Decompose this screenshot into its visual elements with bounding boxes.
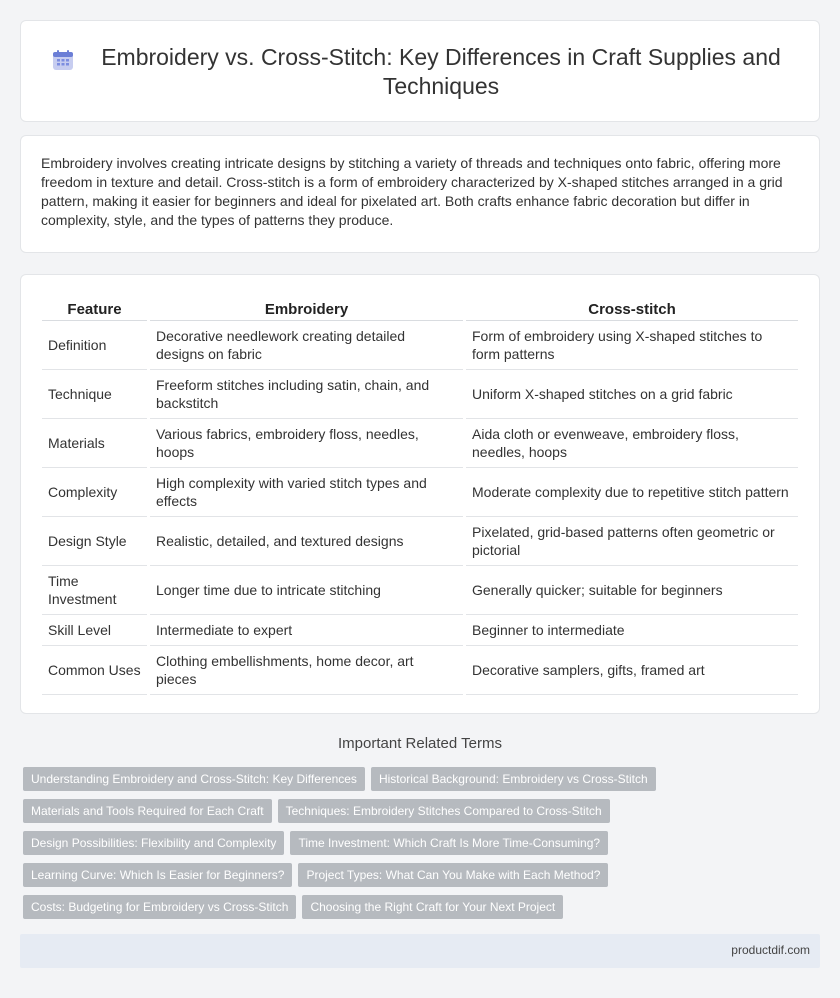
cross-stitch-cell: Form of embroidery using X-shaped stitches to form patterns [466,321,798,370]
footer-site-link[interactable]: productdif.com [731,943,810,957]
cross-stitch-cell: Aida cloth or evenweave, embroidery floss, needles, hoops [466,419,798,468]
header-feature: Feature [42,295,147,321]
header-cross-stitch: Cross-stitch [466,295,798,321]
embroidery-cell: Intermediate to expert [150,615,463,646]
cross-stitch-cell: Generally quicker; suitable for beginners [466,566,798,615]
cross-stitch-cell: Decorative samplers, gifts, framed art [466,646,798,695]
related-term-tag[interactable]: Materials and Tools Required for Each Craft [23,799,272,823]
header-embroidery: Embroidery [150,295,463,321]
feature-cell: Common Uses [42,646,147,695]
related-term-tag[interactable]: Historical Background: Embroidery vs Cross-Stitch [371,767,656,791]
related-terms-list [23,767,813,919]
table-row [42,468,798,517]
related-term-tag[interactable]: Techniques: Embroidery Stitches Compared to Cross-Stitch [278,799,610,823]
page-title: Embroidery vs. Cross-Stitch: Key Differences in Craft Supplies and Techniques [101,44,781,99]
embroidery-cell: Freeform stitches including satin, chain, and backstitch [150,370,463,419]
feature-cell: Skill Level [42,615,147,646]
table-row [42,566,798,615]
feature-cell: Materials [42,419,147,468]
feature-cell: Definition [42,321,147,370]
comparison-table [39,295,801,695]
related-term-tag[interactable]: Understanding Embroidery and Cross-Stitch: Key Differences [23,767,365,791]
cross-stitch-cell: Pixelated, grid-based patterns often geometric or pictorial [466,517,798,566]
table-row [42,321,798,370]
calendar-grid-icon [51,48,75,72]
intro-card [20,135,820,253]
table-row [42,419,798,468]
embroidery-cell: Longer time due to intricate stitching [150,566,463,615]
table-header-row [42,295,798,321]
cross-stitch-cell: Moderate complexity due to repetitive stitch pattern [466,468,798,517]
intro-paragraph: Embroidery involves creating intricate designs by stitching a variety of threads and techniques onto fabric, offering more freedom in texture and detail. Cross-stitch is a form of embroidery characterized by X-shaped stitches arranged in a grid pattern, making it easier for beginners and ideal for pixelated art. Both crafts enhance fabric decoration but differ in complexity, style, and the types of patterns they produce. [41,155,783,228]
related-terms-heading: Important Related Terms [338,735,502,752]
embroidery-cell: Various fabrics, embroidery floss, needles, hoops [150,419,463,468]
related-term-tag[interactable]: Costs: Budgeting for Embroidery vs Cross-Stitch [23,895,296,919]
embroidery-cell: Clothing embellishments, home decor, art pieces [150,646,463,695]
table-row [42,370,798,419]
cross-stitch-cell: Uniform X-shaped stitches on a grid fabric [466,370,798,419]
related-term-tag[interactable]: Project Types: What Can You Make with Each Method? [298,863,608,887]
table-row [42,615,798,646]
feature-cell: Time Investment [42,566,147,615]
related-term-tag[interactable]: Time Investment: Which Craft Is More Time-Consuming? [290,831,608,855]
feature-cell: Complexity [42,468,147,517]
comparison-table-card [20,274,820,714]
feature-cell: Design Style [42,517,147,566]
feature-cell: Technique [42,370,147,419]
related-term-tag[interactable]: Design Possibilities: Flexibility and Complexity [23,831,284,855]
embroidery-cell: Realistic, detailed, and textured designs [150,517,463,566]
table-row [42,646,798,695]
cross-stitch-cell: Beginner to intermediate [466,615,798,646]
embroidery-cell: High complexity with varied stitch types and effects [150,468,463,517]
related-term-tag[interactable]: Choosing the Right Craft for Your Next Project [302,895,563,919]
header-card [20,20,820,122]
table-row [42,517,798,566]
embroidery-cell: Decorative needlework creating detailed designs on fabric [150,321,463,370]
footer-bar [20,934,820,968]
related-term-tag[interactable]: Learning Curve: Which Is Easier for Beginners? [23,863,292,887]
title-wrap [21,21,821,123]
